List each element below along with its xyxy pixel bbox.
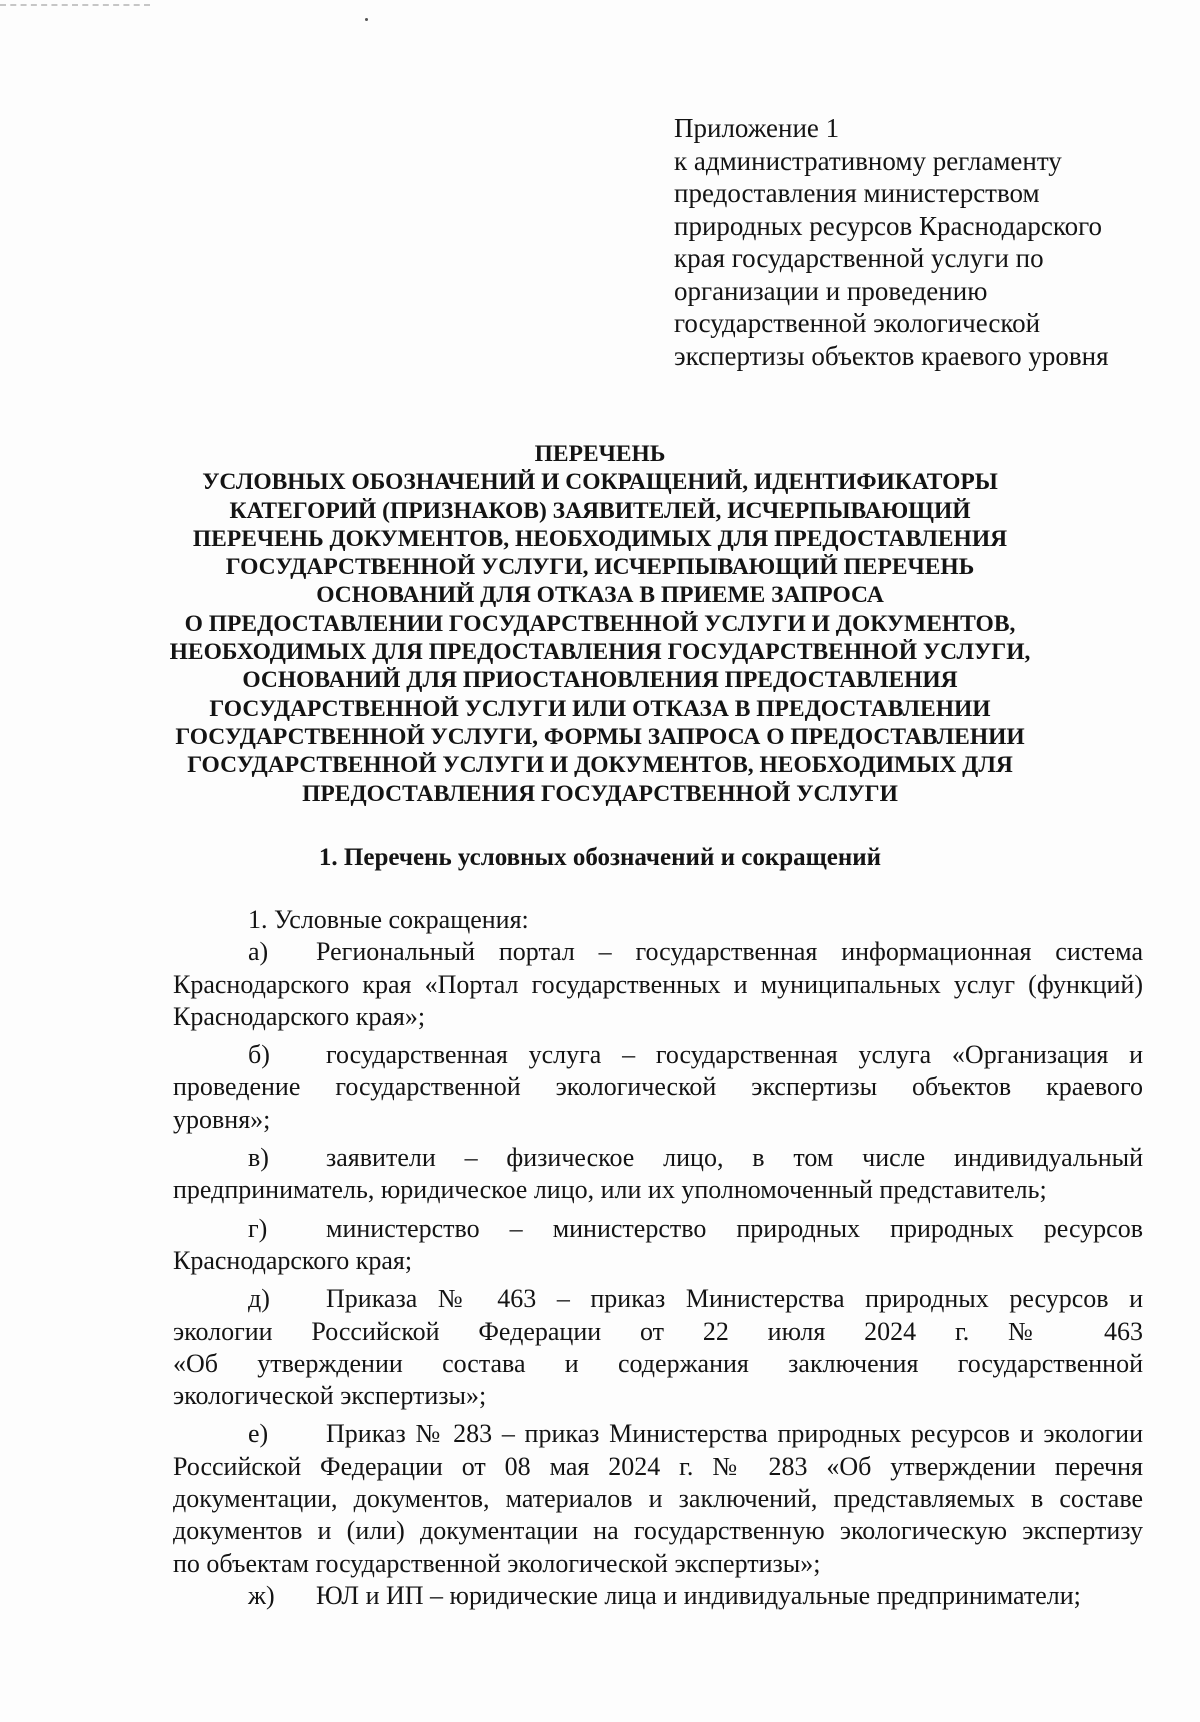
appendix-line: к административному регламенту <box>674 145 1062 176</box>
document-title <box>150 440 1050 808</box>
body-intro: 1. Условные сокращения: <box>248 905 529 934</box>
item-continuation: документации, документов, материалов и заключений, представляемых в составе <box>173 1484 1143 1514</box>
list-item-e <box>173 1418 1143 1450</box>
item-continuation: экологической экспертизы»; <box>173 1381 487 1411</box>
item-continuation: Краснодарского края; <box>173 1245 413 1275</box>
list-item-g <box>173 1213 1143 1245</box>
item-letter: е) <box>248 1419 269 1449</box>
item-letter: д) <box>248 1284 270 1314</box>
item-continuation: предприниматель, юридическое лицо, или их уполномоченный представитель; <box>173 1175 1047 1205</box>
title-line: ОСНОВАНИЙ ДЛЯ ПРИОСТАНОВЛЕНИЯ ПРЕДОСТАВЛЕНИЯ <box>242 667 958 694</box>
title-line: ГОСУДАРСТВЕННОЙ УСЛУГИ, ФОРМЫ ЗАПРОСА О ПРЕДОСТАВЛЕНИИ <box>175 723 1025 750</box>
item-letter: б) <box>248 1040 270 1070</box>
item-continuation: документов и (или) документации на государственную экологическую экспертизу <box>173 1516 1143 1546</box>
item-letter: г) <box>248 1213 268 1243</box>
item-continuation: по объектам государственной экологической экспертизы»; <box>173 1548 821 1578</box>
item-letter: ж) <box>248 1580 275 1610</box>
item-text: заявители – физическое лицо, в том числе индивидуальный <box>326 1143 1143 1173</box>
title-line: ГОСУДАРСТВЕННОЙ УСЛУГИ ИЛИ ОТКАЗА В ПРЕДОСТАВЛЕНИИ <box>209 695 991 722</box>
item-text: Приказа № 463 – приказ Министерства природных ресурсов и <box>326 1284 1143 1314</box>
list-item-v <box>173 1142 1143 1174</box>
scan-artifact <box>0 4 150 6</box>
item-letter: а) <box>248 937 269 967</box>
title-line: О ПРЕДОСТАВЛЕНИИ ГОСУДАРСТВЕННОЙ УСЛУГИ И ДОКУМЕНТОВ, <box>184 610 1016 637</box>
title-line: ГОСУДАРСТВЕННОЙ УСЛУГИ И ДОКУМЕНТОВ, НЕОБХОДИМЫХ ДЛЯ <box>187 752 1013 779</box>
appendix-line: Приложение 1 <box>674 113 840 143</box>
appendix-line: организации и проведению <box>674 275 988 306</box>
section-heading: 1. Перечень условных обозначений и сокращений <box>318 844 882 871</box>
title-line: ПЕРЕЧЕНЬ <box>534 441 666 467</box>
title-line: КАТЕГОРИЙ (ПРИЗНАКОВ) ЗАЯВИТЕЛЕЙ, ИСЧЕРПЫВАЮЩИЙ <box>229 497 971 524</box>
appendix-line: края государственной услуги по <box>674 243 1044 273</box>
appendix-line: природных ресурсов Краснодарского <box>674 210 1102 241</box>
item-continuation: проведение государственной экологической экспертизы объектов краевого <box>173 1072 1143 1102</box>
item-continuation: Краснодарского края «Портал государственных и муниципальных услуг (функций) <box>173 969 1143 999</box>
item-text: Региональный портал – государственная информационная система <box>316 937 1143 967</box>
document-body <box>173 904 1143 1612</box>
item-text: государственная услуга – государственная услуга «Организация и <box>326 1040 1143 1070</box>
list-item-b <box>173 1039 1143 1071</box>
item-text: министерство – министерство природных природных ресурсов <box>326 1213 1143 1243</box>
item-continuation: экологии Российской Федерации от 22 июля 2024 г. № 463 <box>173 1316 1143 1346</box>
appendix-line: предоставления министерством <box>674 178 1040 208</box>
list-item-a <box>173 936 1143 968</box>
title-line: ОСНОВАНИЙ ДЛЯ ОТКАЗА В ПРИЕМЕ ЗАПРОСА <box>316 582 884 609</box>
item-continuation: «Об утверждении состава и содержания заключения государственной <box>173 1348 1143 1378</box>
list-item-d <box>173 1283 1143 1315</box>
title-line: УСЛОВНЫХ ОБОЗНАЧЕНИЙ И СОКРАЩЕНИЙ, ИДЕНТИФИКАТОРЫ <box>202 469 998 496</box>
title-line: НЕОБХОДИМЫХ ДЛЯ ПРЕДОСТАВЛЕНИЯ ГОСУДАРСТВЕННОЙ УСЛУГИ, <box>169 639 1031 666</box>
appendix-header <box>674 112 1174 372</box>
item-continuation: Российской Федерации от 08 мая 2024 г. № 283 «Об утверждении перечня <box>173 1451 1143 1481</box>
item-text: Приказ № 283 – приказ Министерства природных ресурсов и экологии <box>326 1419 1143 1449</box>
list-item-zh <box>173 1580 1143 1612</box>
appendix-line: экспертизы объектов краевого уровня <box>674 340 1109 371</box>
item-continuation: уровня»; <box>173 1104 271 1134</box>
appendix-line: государственной экологической <box>674 308 1041 338</box>
item-letter: в) <box>248 1143 269 1173</box>
title-line: ГОСУДАРСТВЕННОЙ УСЛУГИ, ИСЧЕРПЫВАЮЩИЙ ПЕРЕЧЕНЬ <box>225 554 975 581</box>
item-continuation: Краснодарского края»; <box>173 1001 426 1031</box>
scan-artifact-dot <box>365 18 368 21</box>
title-line: ПЕРЕЧЕНЬ ДОКУМЕНТОВ, НЕОБХОДИМЫХ ДЛЯ ПРЕДОСТАВЛЕНИЯ <box>192 525 1008 552</box>
title-line: ПРЕДОСТАВЛЕНИЯ ГОСУДАРСТВЕННОЙ УСЛУГИ <box>302 780 898 807</box>
item-text: ЮЛ и ИП – юридические лица и индивидуальные предприниматели; <box>316 1580 1081 1610</box>
